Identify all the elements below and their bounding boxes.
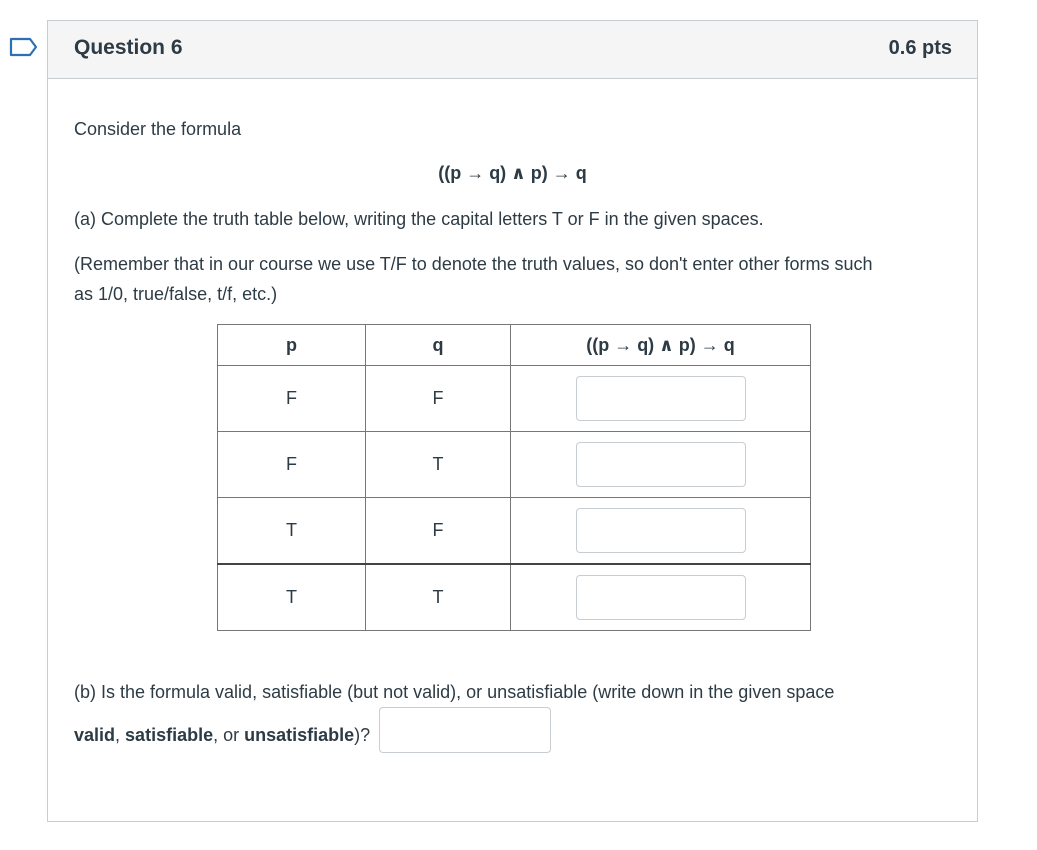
separator-2: , or [213, 725, 245, 745]
intro-text: Consider the formula [74, 119, 242, 139]
part-b-text-line1: (b) Is the formula valid, satisfiable (but not valid), or unsatisfiable (write down in the given space [74, 682, 835, 702]
truth-table-header-row [218, 325, 811, 366]
cell-answer [511, 432, 811, 498]
answer-input-row-3[interactable] [576, 508, 746, 553]
table-row [218, 366, 811, 432]
cell-p: F [218, 432, 366, 498]
cell-p: T [218, 564, 366, 631]
header-formula: ((p → q) ∧ p) → q [511, 325, 811, 366]
cell-answer [511, 366, 811, 432]
cell-q: F [366, 366, 511, 432]
part-b-end: )? [354, 725, 371, 745]
part-b-text-line2 [74, 720, 370, 750]
header-p: p [218, 325, 366, 366]
cell-q: T [366, 432, 511, 498]
cell-answer [511, 564, 811, 631]
formula-display: ((p → q) ∧ p) → q [438, 163, 587, 183]
question-points: 0.6 pts [888, 37, 952, 59]
question-header [48, 21, 977, 79]
separator-1: , [115, 725, 126, 745]
remember-text-line1: (Remember that in our course we use T/F to denote the truth values, so don't enter other forms such [74, 254, 873, 274]
cell-p: F [218, 366, 366, 432]
table-row [218, 498, 811, 565]
keyword-unsatisfiable: unsatisfiable [244, 725, 355, 745]
truth-table [217, 324, 811, 631]
answer-input-row-1[interactable] [576, 376, 746, 421]
keyword-satisfiable: satisfiable [125, 725, 214, 745]
question-card [47, 20, 978, 822]
header-q: q [366, 325, 511, 366]
cell-q: F [366, 498, 511, 565]
cell-q: T [366, 564, 511, 631]
keyword-valid: valid [74, 725, 116, 745]
part-b-answer-input[interactable] [379, 707, 551, 753]
part-a-text: (a) Complete the truth table below, writing the capital letters T or F in the given spaces. [74, 209, 764, 229]
cell-answer [511, 498, 811, 565]
cell-p: T [218, 498, 366, 565]
table-row [218, 564, 811, 631]
remember-text-line2: as 1/0, true/false, t/f, etc.) [74, 284, 278, 304]
bookmark-flag-icon[interactable] [9, 37, 39, 57]
answer-input-row-4[interactable] [576, 575, 746, 620]
question-title: Question 6 [74, 36, 183, 59]
table-row [218, 432, 811, 498]
answer-input-row-2[interactable] [576, 442, 746, 487]
